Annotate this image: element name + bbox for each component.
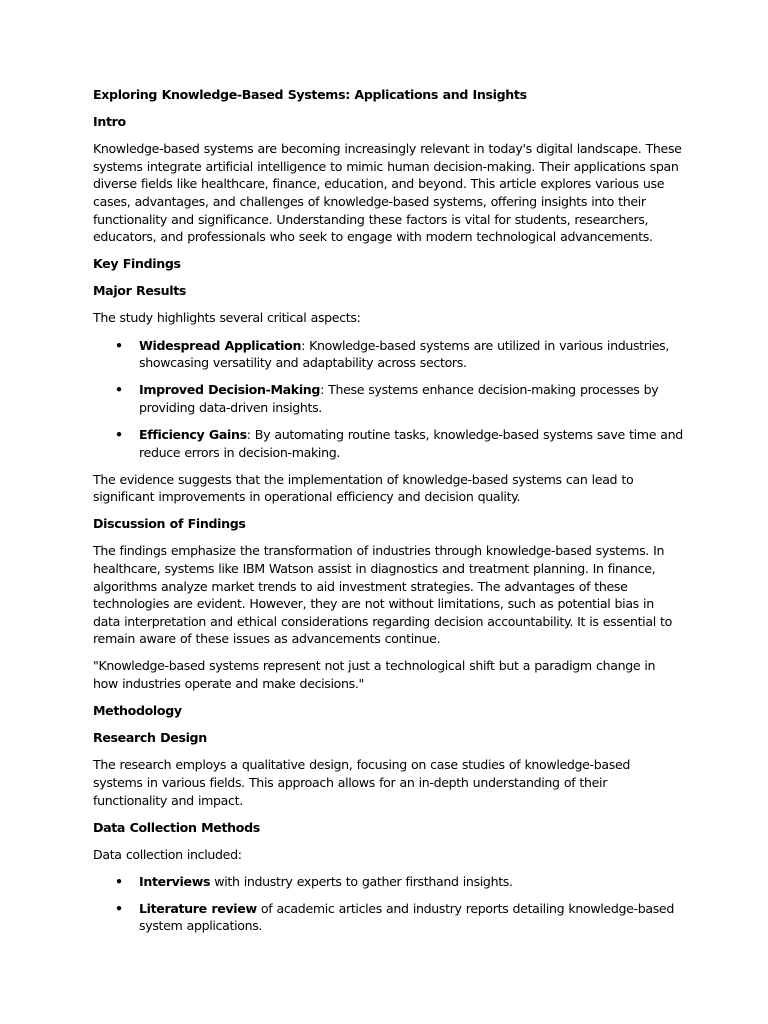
bullet-term: Widespread Application — [139, 337, 302, 353]
bullet-text: : These systems enhance decision-making processes by providing data-driven insights. — [139, 382, 659, 415]
bullet-icon: • — [115, 426, 123, 442]
data-collection-lead: Data collection included: — [93, 846, 242, 862]
bullet-icon: • — [115, 382, 123, 398]
bullet-icon: • — [115, 873, 123, 889]
bullet-icon: • — [115, 337, 123, 353]
discussion-paragraph: The findings emphasize the transformation of industries through knowledge-based systems. In healthcare, systems like IBM Watson assist in diagnostics and treatment planning. In finance, algorithms analyze market trends to aid investment strategies. The advantages of these technologies are evident. However, they are not without limitations, such as potential bias in data interpretation and ethical considerations regarding decision accountability. It is essential to remain aware of these issues as advancements continue. — [93, 543, 672, 647]
research-design-paragraph: The research employs a qualitative design, focusing on case studies of knowledge-based systems in various fields. This approach allows for an in-depth understanding of their functionality and impact. — [93, 757, 631, 808]
list-item — [93, 900, 683, 935]
major-results-heading: Major Results — [93, 283, 187, 299]
bullet-text: : By automating routine tasks, knowledge-based systems save time and reduce errors in decision-making. — [139, 426, 683, 460]
list-item — [93, 381, 683, 416]
major-results-lead: The study highlights several critical aspects: — [93, 310, 361, 326]
research-design-heading: Research Design — [93, 730, 207, 746]
data-collection-list — [93, 873, 683, 935]
list-item — [93, 337, 683, 372]
bullet-text: with industry experts to gather firsthand insights. — [210, 873, 513, 889]
intro-paragraph: Knowledge-based systems are becoming increasingly relevant in today's digital landscape. These systems integrate artificial intelligence to mimic human decision-making. Their applications span diverse fields like healthcare, finance, education, and beyond. This article explores various use cases, advantages, and challenges of knowledge-based systems, offering insights into their functionality and significance. Understanding these factors is vital for students, researchers, educators, and professionals who seek to engage with modern technological advancements. — [93, 141, 682, 245]
list-item — [93, 426, 683, 461]
discussion-quote: "Knowledge-based systems represent not just a technological shift but a paradigm change in how industries operate and make decisions." — [93, 658, 656, 692]
bullet-term: Interviews — [139, 873, 211, 889]
bullet-term: Improved Decision-Making — [139, 382, 321, 398]
document-page — [93, 86, 683, 945]
data-collection-heading: Data Collection Methods — [93, 819, 260, 835]
major-results-list — [93, 337, 683, 462]
bullet-term: Efficiency Gains — [139, 426, 247, 442]
bullet-text: : Knowledge-based systems are utilized in various industries, showcasing versatility and adaptability across sectors. — [139, 337, 670, 371]
bullet-term: Literature review — [139, 900, 257, 916]
discussion-heading: Discussion of Findings — [93, 516, 246, 532]
list-item — [93, 873, 683, 891]
methodology-heading: Methodology — [93, 703, 182, 719]
major-results-conclusion: The evidence suggests that the implementation of knowledge-based systems can lead to significant improvements in operational efficiency and decision quality. — [93, 471, 634, 505]
bullet-icon: • — [115, 900, 123, 916]
key-findings-heading: Key Findings — [93, 256, 181, 272]
bullet-text: of academic articles and industry reports detailing knowledge-based system applications. — [139, 900, 674, 934]
document-title: Exploring Knowledge-Based Systems: Applications and Insights — [93, 87, 527, 102]
intro-heading: Intro — [93, 114, 126, 130]
